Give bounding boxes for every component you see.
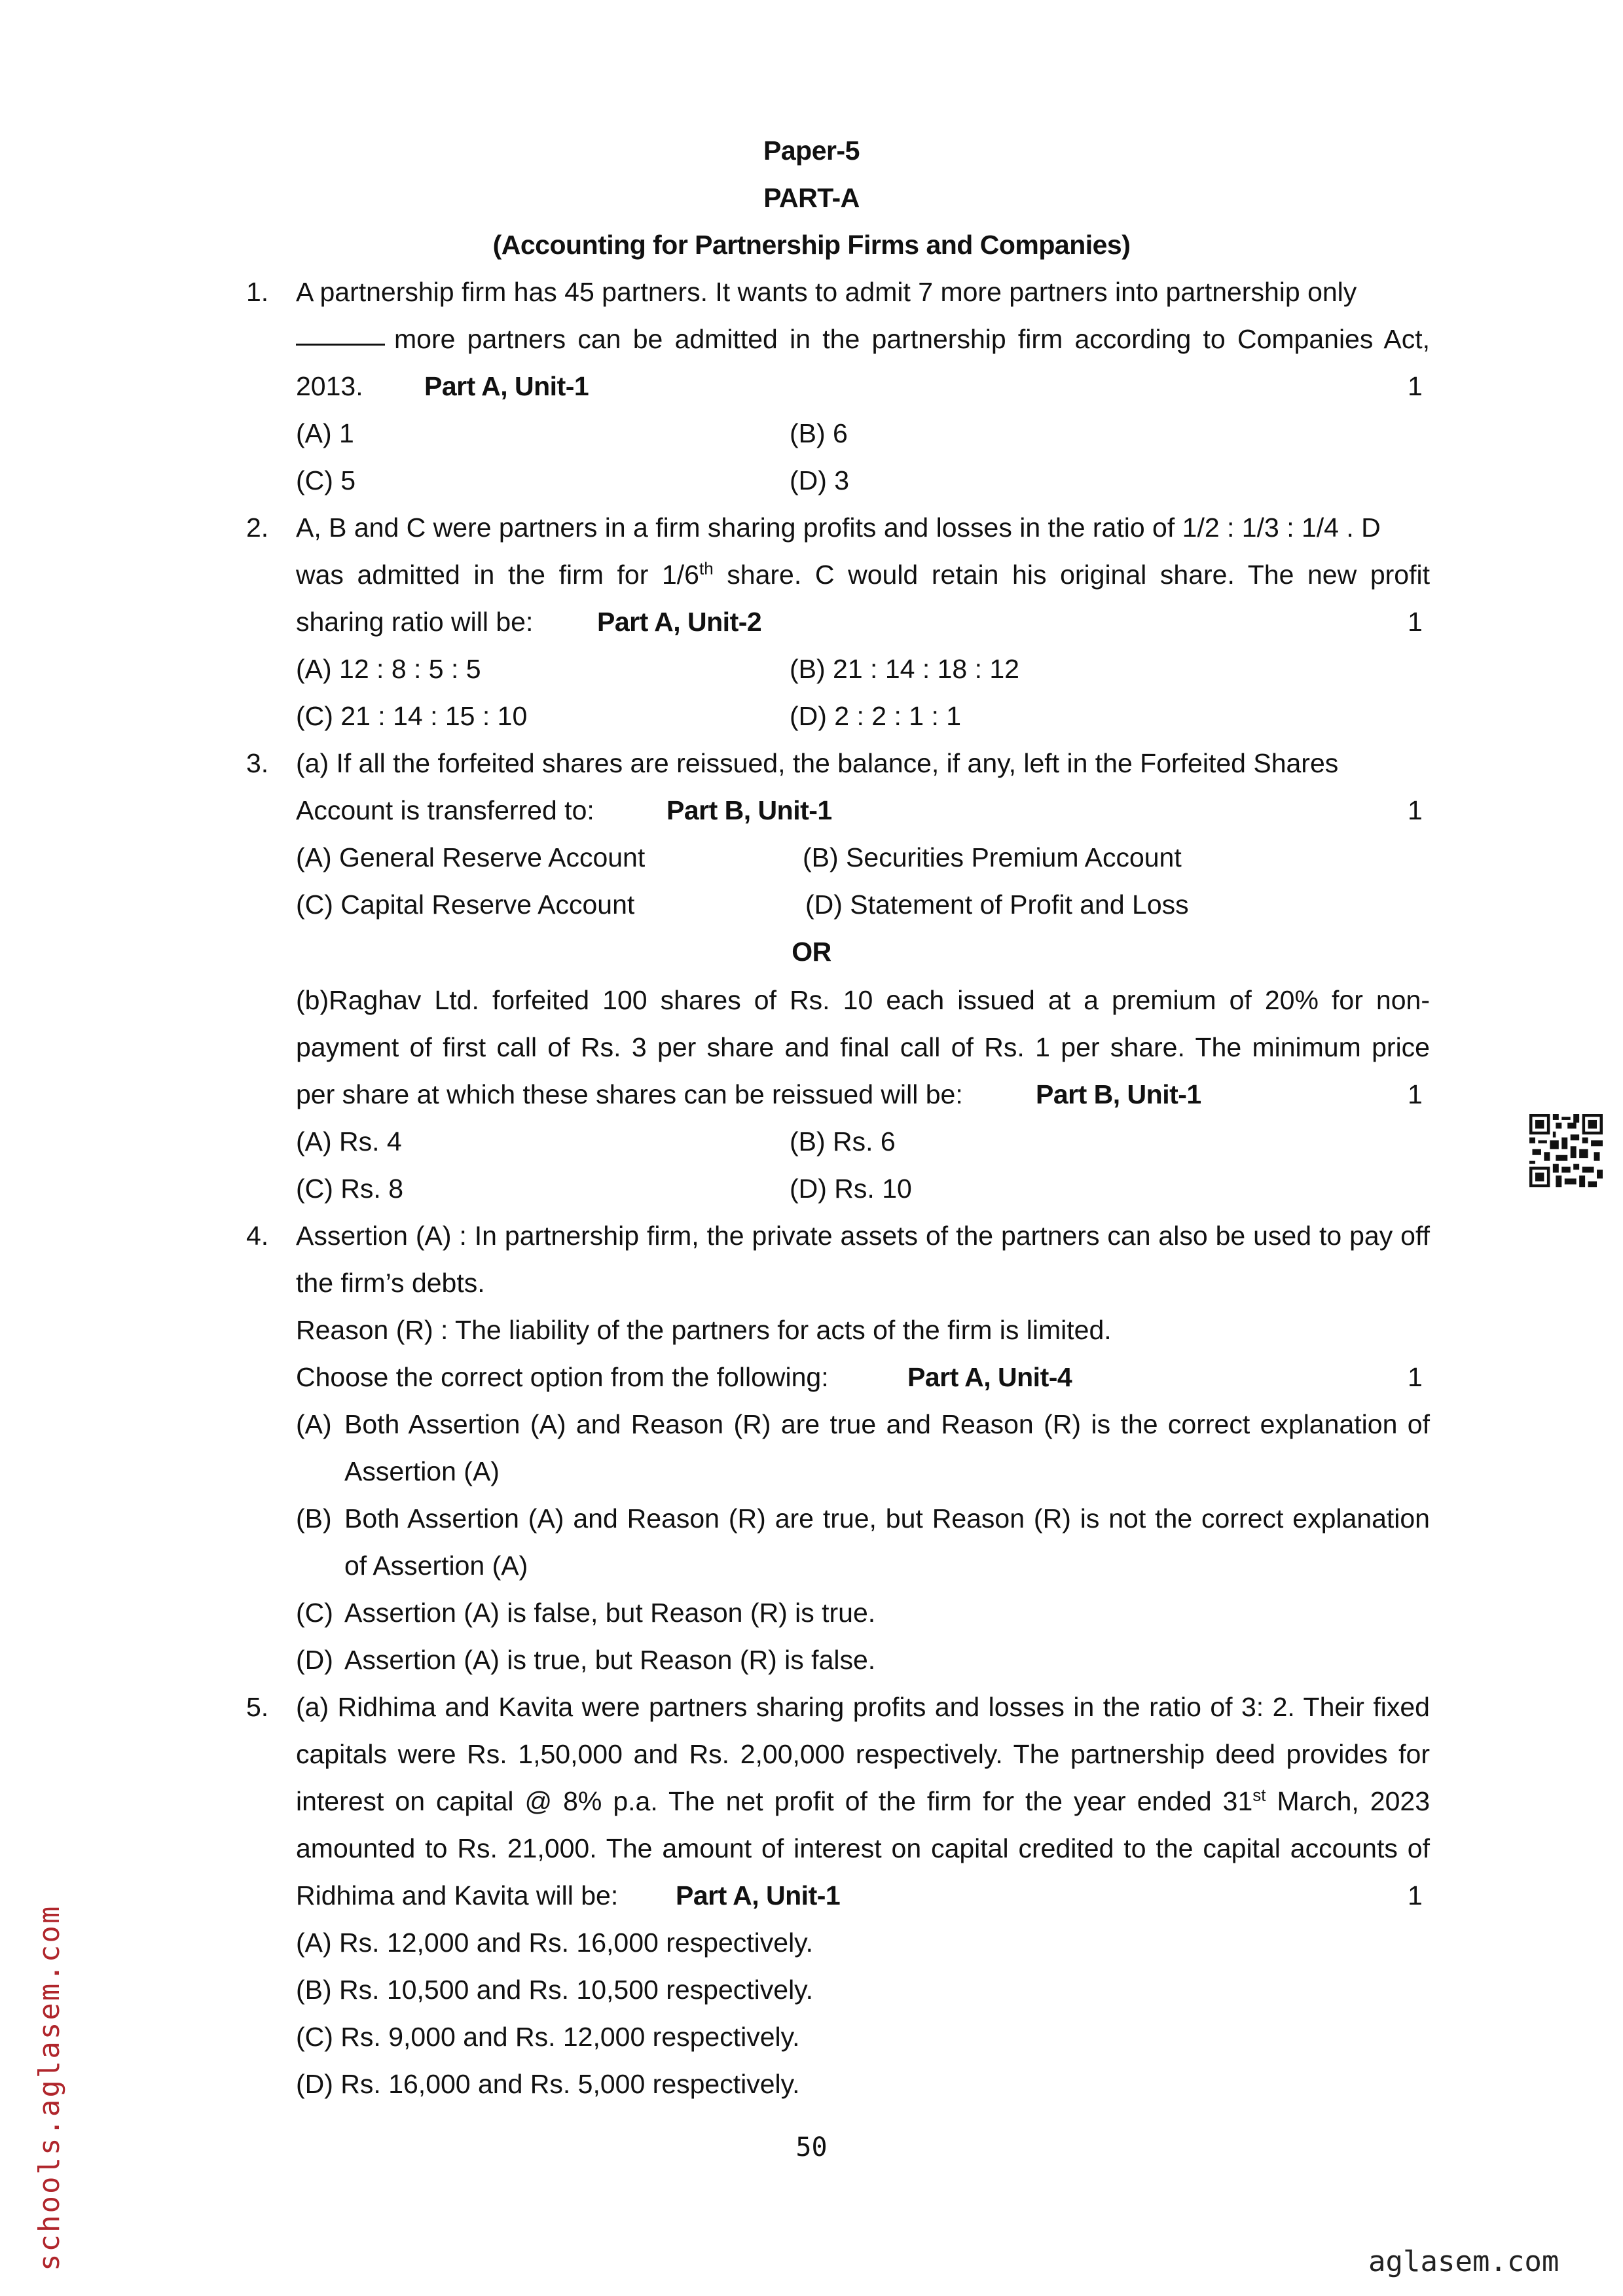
option-d: (D) Rs. 16,000 and Rs. 5,000 respectively. <box>296 2069 800 2099</box>
question-text-line: sharing ratio will be: <box>296 607 534 637</box>
option-b: (B) 6 <box>790 418 848 448</box>
option-a: (A) Rs. 4 <box>296 1126 402 1157</box>
option-d: (D) 2 : 2 : 1 : 1 <box>790 701 962 731</box>
option-d: (D) Statement of Profit and Loss <box>805 889 1189 920</box>
option-a: (A) Rs. 12,000 and Rs. 16,000 respectively. <box>296 1928 814 1958</box>
option-a: (A) Both Assertion (A) and Reason (R) are true and Reason (R) is the correct explanation of Assertion (A) <box>296 1409 1430 1486</box>
paper-title: Paper-5 <box>763 135 860 166</box>
question-text-line: capitals were Rs. 1,50,000 and Rs. 2,00,000 respectively. The partnership deed provides for <box>296 1739 1430 1769</box>
unit-reference: Part A, Unit-4 <box>907 1362 1072 1392</box>
question-text-line: A, B and C were partners in a firm sharing profits and losses in the ratio of 1/2 : 1/3 : 1/4 . D <box>296 512 1381 543</box>
part-title: PART-A <box>763 183 860 213</box>
marks: 1 <box>1408 1362 1423 1392</box>
option-c: (C) 21 : 14 : 15 : 10 <box>296 701 528 731</box>
assertion-text: Assertion (A) : In partnership firm, the private assets of the partners can also be used to pay off the firm’s debts. <box>296 1221 1430 1298</box>
marks: 1 <box>1408 1079 1423 1109</box>
option-c: (C) Assertion (A) is false, but Reason (R) is true. <box>296 1598 876 1628</box>
question-text-line: more partners can be admitted in the partnership firm according to Companies Act, <box>296 315 1430 363</box>
marks: 1 <box>1408 607 1423 637</box>
option-d: (D) Rs. 10 <box>790 1174 912 1204</box>
corner-watermark: aglasem.com <box>1368 2245 1559 2278</box>
question-text-line: (b)Raghav Ltd. forfeited 100 shares of Rs. 10 each issued at a premium of 20% for non- <box>296 985 1430 1015</box>
marks: 1 <box>1408 795 1423 825</box>
question-text-line: per share at which these shares can be reissued will be: <box>296 1079 963 1109</box>
option-c: (C) Rs. 8 <box>296 1174 403 1204</box>
unit-reference: Part B, Unit-1 <box>666 795 832 825</box>
side-watermark: schools.aglasem.com <box>33 1904 66 2271</box>
unit-reference: Part A, Unit-2 <box>597 607 762 637</box>
marks: 1 <box>1408 371 1423 401</box>
option-a: (A) 12 : 8 : 5 : 5 <box>296 654 481 684</box>
question-text-line: Ridhima and Kavita will be: <box>296 1880 619 1910</box>
question-text-line: Account is transferred to: <box>296 795 594 825</box>
question-text-line: 2013. <box>296 371 363 401</box>
qr-code <box>1529 1114 1603 1187</box>
question-text-line: (a) If all the forfeited shares are reissued, the balance, if any, left in the Forfeited Shares <box>296 748 1339 778</box>
option-b: (B) Both Assertion (A) and Reason (R) are true, but Reason (R) is not the correct explanation of Assertion (A) <box>296 1503 1430 1581</box>
option-d: (D) Assertion (A) is true, but Reason (R) is false. <box>296 1645 876 1675</box>
option-c: (C) 5 <box>296 465 356 495</box>
unit-reference: Part B, Unit-1 <box>1036 1079 1201 1109</box>
option-b: (B) 21 : 14 : 18 : 12 <box>790 654 1019 684</box>
question-text-line: Choose the correct option from the following: <box>296 1362 829 1392</box>
option-b: (B) Rs. 10,500 and Rs. 10,500 respectively. <box>296 1975 814 2005</box>
question-text-line: payment of first call of Rs. 3 per share and final call of Rs. 1 per share. The minimum price <box>296 1032 1430 1062</box>
question-text-line: A partnership firm has 45 partners. It wants to admit 7 more partners into partnership only <box>296 277 1357 307</box>
question-text-line: amounted to Rs. 21,000. The amount of interest on capital credited to the capital accounts of <box>296 1833 1430 1863</box>
unit-reference: Part A, Unit-1 <box>676 1880 841 1910</box>
option-b: (B) Securities Premium Account <box>803 842 1182 872</box>
question-text-line: interest on capital @ 8% p.a. The net profit of the firm for the year ended 31st March, 2023 <box>296 1785 1431 1816</box>
marks: 1 <box>1408 1880 1423 1910</box>
unit-reference: Part A, Unit-1 <box>424 371 589 401</box>
section-subtitle: (Accounting for Partnership Firms and Companies) <box>492 230 1131 260</box>
fill-blank <box>296 344 385 346</box>
question-number: 1. <box>246 277 269 307</box>
question-number: 4. <box>246 1221 269 1251</box>
option-c: (C) Rs. 9,000 and Rs. 12,000 respectively. <box>296 2022 800 2052</box>
question-number: 2. <box>246 512 269 543</box>
option-a: (A) 1 <box>296 418 354 448</box>
option-d: (D) 3 <box>790 465 850 495</box>
option-c: (C) Capital Reserve Account <box>296 889 635 920</box>
page-number: 50 <box>795 2132 828 2162</box>
option-b: (B) Rs. 6 <box>790 1126 896 1157</box>
question-number: 3. <box>246 748 269 778</box>
reason-text: Reason (R) : The liability of the partners for acts of the firm is limited. <box>296 1315 1112 1345</box>
question-number: 5. <box>246 1692 269 1722</box>
question-text-line: (a) Ridhima and Kavita were partners sharing profits and losses in the ratio of 3: 2. Their fixed <box>296 1692 1430 1722</box>
option-a: (A) General Reserve Account <box>296 842 646 872</box>
or-separator: OR <box>792 937 831 967</box>
question-text-line: was admitted in the firm for 1/6th share. C would retain his original share. The new profit <box>296 558 1430 590</box>
